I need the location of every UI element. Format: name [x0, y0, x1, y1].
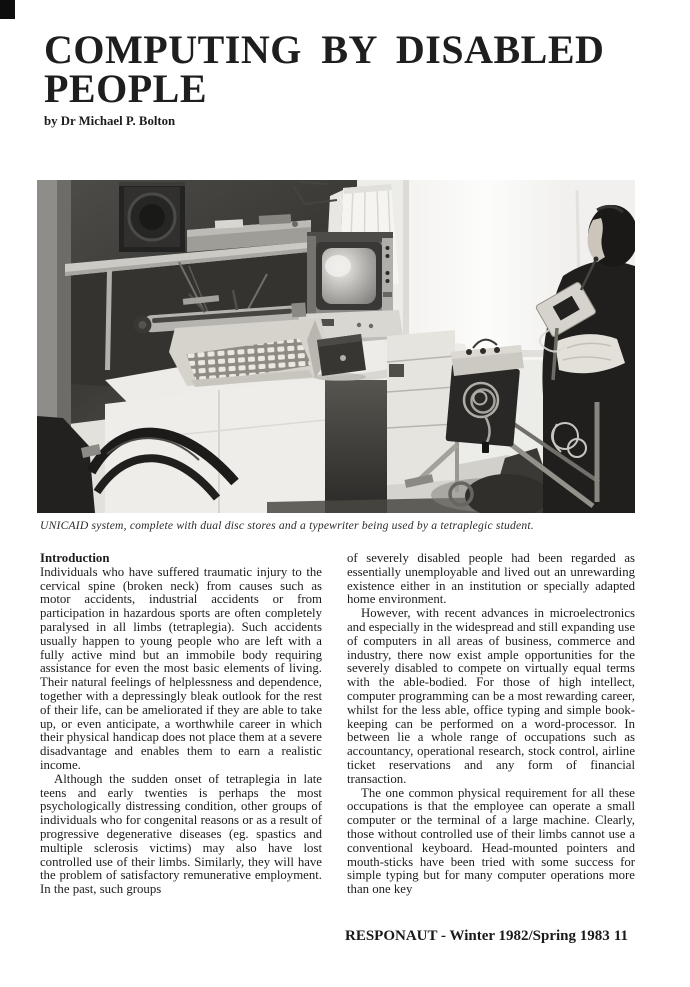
article-byline: by Dr Michael P. Bolton — [44, 114, 176, 128]
scan-corner-mark — [0, 0, 15, 19]
right-column — [347, 552, 635, 897]
equipment-tray — [445, 340, 524, 453]
journal-name: RESPONAUT - Winter 1982/Spring 1983 — [345, 928, 610, 944]
article-body — [40, 552, 635, 897]
crt-monitor — [307, 232, 393, 314]
paragraph: Although the sudden onset of tetraplegia in late teens and early twenties is perhaps the most psychologically distressing condition, other groups of individuals who for congenital reasons or as a result of progressive degenerative diseases (eg. spastics and multiple sclerosis victims) may also have lost controlled use of their limbs. Similarly, they will have the problem of satisfactory remunerative employment. In the past, such groups — [40, 771, 322, 897]
page-number: 11 — [613, 928, 628, 944]
article-title: COMPUTING BY DISABLED PEOPLE — [44, 27, 605, 111]
section-heading: Introduction — [40, 551, 110, 565]
paragraph: of severely disabled people had been regarded as essentially unemployable and lived out an unrewarding existence either in an institution or specially adapted home environment. — [347, 551, 635, 607]
left-column — [40, 552, 322, 897]
photo-illustration — [37, 180, 635, 513]
article-photo — [37, 180, 635, 513]
page-footer — [345, 928, 628, 945]
paragraph: Individuals who have suffered traumatic injury to the cervical spine (broken neck) from causes such as motor accidents, industrial accidents or from participation in hazardous sports are often completely paralysed in all limbs (tetraplegia). Such accidents usually happen to young people who are left with a fully active mind but an immobile body requiring assistance for even the most basic elements of living. Their natural feelings of helplessness and dependence, together with a depressingly bleak outlook for the rest of their life, can be ameliorated if they are able to take up, or even anticipate, a worthwhile career in which their physical handicap does not place them at a severe disadvantage and enables them to earn a realistic income. — [40, 564, 322, 772]
photo-caption: UNICAID system, complete with dual disc stores and a typewriter being used by a tetraplegic student. — [40, 519, 534, 532]
desk-kneehole — [325, 380, 387, 513]
paragraph: The one common physical requirement for all these occupations is that the employee can operate a small computer or the terminal of a large machine. Clearly, those without controlled use of their limbs cannot use a conventional keyboard. Head-mounted pointers and mouth-sticks have been tried with some success for simple typing but for many computer operations more than one key — [347, 785, 635, 897]
paragraph: However, with recent advances in microelectronics and especially in the widespread and still expanding use of computers in all areas of business, commerce and industry, there now exist ample opportunities for the severely disabled to compete on virtually equal terms with the able-bodied. For those of high intellect, computer programming can be a most rewarding career, whilst for the less able, office typing and simple book-keeping can be performed on a word-processor. In between lie a whole range of occupations such as accountancy, operational research, stock control, airline ticket reservations and any form of financial transaction. — [347, 606, 635, 786]
speaker-unit — [119, 182, 185, 252]
